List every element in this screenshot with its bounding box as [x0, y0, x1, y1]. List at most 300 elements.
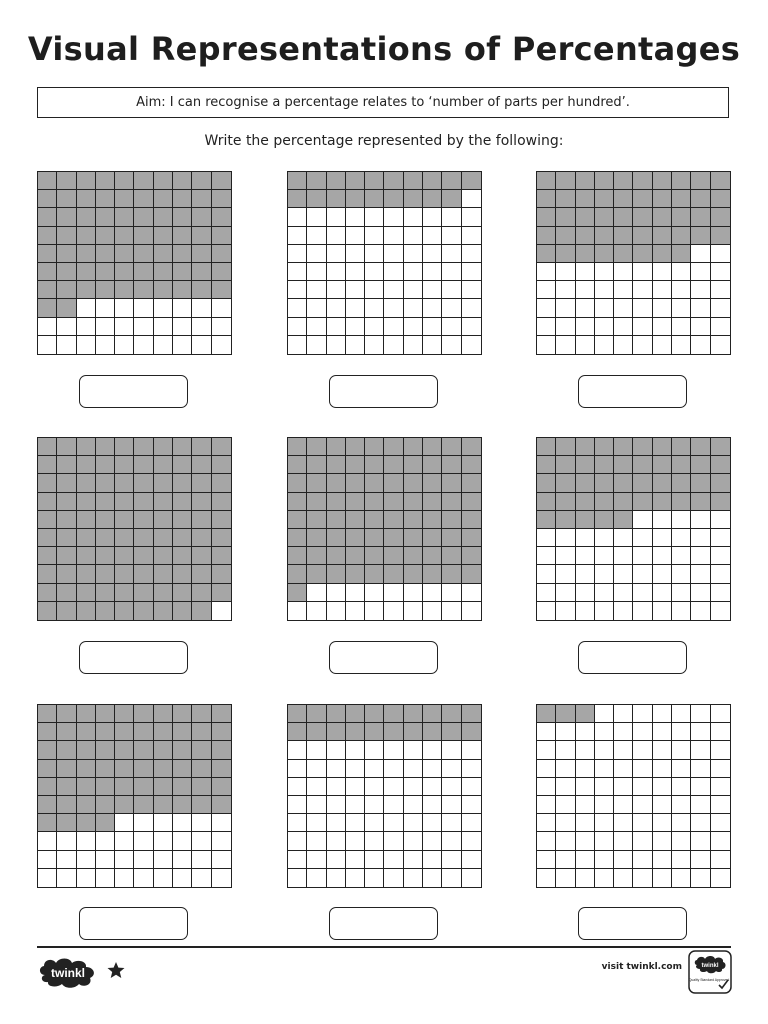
grid-cell-shaded: [57, 584, 76, 602]
grid-cell: [442, 602, 461, 620]
grid-cell: [691, 245, 710, 263]
grid-cell: [134, 336, 153, 354]
grid-cell: [288, 814, 307, 832]
grid-cell: [595, 602, 614, 620]
grid-cell-shaded: [365, 493, 384, 511]
grid-cell-shaded: [365, 172, 384, 190]
grid-cell-shaded: [288, 190, 307, 208]
grid-cell-shaded: [384, 493, 403, 511]
grid-cell-shaded: [691, 474, 710, 492]
grid-cell: [327, 869, 346, 887]
grid-cell-shaded: [57, 529, 76, 547]
grid-cell: [691, 723, 710, 741]
grid-cell-shaded: [365, 511, 384, 529]
visit-link[interactable]: visit twinkl.com: [601, 962, 682, 972]
grid-cell-shaded: [154, 760, 173, 778]
grid-cell: [384, 741, 403, 759]
grid-cell: [307, 602, 326, 620]
grid-cell-shaded: [404, 493, 423, 511]
grid-cell-shaded: [614, 172, 633, 190]
grid-cell: [442, 263, 461, 281]
grid-cell-shaded: [96, 723, 115, 741]
grid-cell-shaded: [173, 778, 192, 796]
grid-cell: [633, 705, 652, 723]
grid-cell: [38, 336, 57, 354]
grid-cell: [423, 602, 442, 620]
grid-cell-shaded: [192, 474, 211, 492]
grid-cell-shaded: [633, 456, 652, 474]
grid-cell-shaded: [173, 281, 192, 299]
grid-cell-shaded: [77, 281, 96, 299]
grid-cell: [404, 318, 423, 336]
grid-cell: [307, 796, 326, 814]
grid-cell-shaded: [576, 705, 595, 723]
grid-cell-shaded: [57, 602, 76, 620]
grid-cell-shaded: [384, 511, 403, 529]
grid-cell: [307, 318, 326, 336]
grid-cell: [288, 796, 307, 814]
answer-box-7[interactable]: [79, 907, 188, 940]
grid-cell: [115, 832, 134, 850]
grid-cell-shaded: [134, 245, 153, 263]
logo-text: twinkl: [50, 966, 86, 980]
grid-cell-shaded: [423, 438, 442, 456]
grid-cell: [537, 565, 556, 583]
grid-cell: [653, 511, 672, 529]
grid-cell: [537, 869, 556, 887]
answer-box-4[interactable]: [79, 641, 188, 674]
grid-cell: [57, 318, 76, 336]
grid-cell-shaded: [173, 245, 192, 263]
grid-cell: [653, 565, 672, 583]
grid-cell: [556, 851, 575, 869]
grid-cell: [327, 299, 346, 317]
grid-cell-shaded: [134, 723, 153, 741]
grid-cell-shaded: [57, 438, 76, 456]
grid-cell-shaded: [96, 172, 115, 190]
grid-cell-shaded: [134, 584, 153, 602]
grid-cell-shaded: [346, 172, 365, 190]
grid-cell: [384, 263, 403, 281]
grid-cell-shaded: [134, 778, 153, 796]
grid-cell: [672, 547, 691, 565]
grid-cell-shaded: [192, 511, 211, 529]
grid-cell-shaded: [307, 723, 326, 741]
grid-cell-shaded: [711, 190, 730, 208]
grid-cell-shaded: [462, 474, 481, 492]
grid-cell-shaded: [614, 190, 633, 208]
grid-cell-shaded: [96, 584, 115, 602]
grid-cell-shaded: [672, 208, 691, 226]
grid-cell-shaded: [423, 456, 442, 474]
grid-cell: [307, 263, 326, 281]
grid-cell-shaded: [77, 245, 96, 263]
grid-cell-shaded: [595, 474, 614, 492]
grid-cell: [423, 318, 442, 336]
grid-cell-shaded: [442, 705, 461, 723]
grid-cell-shaded: [307, 565, 326, 583]
grid-cell-shaded: [115, 547, 134, 565]
grid-cell: [154, 318, 173, 336]
grid-cell-shaded: [576, 190, 595, 208]
grid-cell: [327, 281, 346, 299]
grid-cell: [423, 227, 442, 245]
hundred-grid-9: [536, 704, 731, 888]
grid-cell-shaded: [115, 511, 134, 529]
grid-cell: [556, 263, 575, 281]
grid-cell-shaded: [154, 438, 173, 456]
grid-cell: [595, 529, 614, 547]
grid-cell-shaded: [154, 602, 173, 620]
grid-cell: [691, 869, 710, 887]
grid-cell-shaded: [595, 190, 614, 208]
grid-cell-shaded: [212, 456, 231, 474]
grid-cell: [633, 336, 652, 354]
grid-cell-shaded: [57, 565, 76, 583]
grid-cell-shaded: [653, 493, 672, 511]
grid-cell-shaded: [38, 547, 57, 565]
twinkl-logo[interactable]: [37, 955, 99, 989]
grid-cell: [346, 778, 365, 796]
grid-cell-shaded: [38, 456, 57, 474]
grid-cell: [346, 760, 365, 778]
grid-cell: [365, 832, 384, 850]
grid-cell: [711, 796, 730, 814]
grid-cell: [404, 208, 423, 226]
grid-cell-shaded: [462, 547, 481, 565]
grid-cell: [327, 584, 346, 602]
grid-cell: [442, 281, 461, 299]
grid-cell: [691, 778, 710, 796]
grid-cell-shaded: [134, 172, 153, 190]
grid-cell-shaded: [115, 602, 134, 620]
grid-cell-shaded: [691, 438, 710, 456]
grid-cell-shaded: [192, 760, 211, 778]
grid-cell: [556, 741, 575, 759]
grid-cell: [365, 336, 384, 354]
grid-cell-shaded: [711, 456, 730, 474]
grid-cell-shaded: [307, 172, 326, 190]
grid-cell-shaded: [633, 190, 652, 208]
grid-cell-shaded: [57, 190, 76, 208]
grid-cell: [365, 760, 384, 778]
grid-cell: [38, 869, 57, 887]
grid-cell: [711, 869, 730, 887]
grid-cell: [404, 832, 423, 850]
grid-cell: [653, 814, 672, 832]
grid-cell: [711, 318, 730, 336]
grid-cell: [556, 796, 575, 814]
aim-box: [37, 87, 729, 118]
grid-cell: [346, 832, 365, 850]
grid-cell: [288, 602, 307, 620]
grid-cell: [653, 760, 672, 778]
grid-cell-shaded: [691, 456, 710, 474]
grid-cell: [442, 584, 461, 602]
answer-box-9[interactable]: [578, 907, 687, 940]
grid-cell-shaded: [556, 172, 575, 190]
grid-cell-shaded: [576, 474, 595, 492]
grid-cell-shaded: [691, 208, 710, 226]
grid-cell: [595, 832, 614, 850]
grid-cell: [576, 584, 595, 602]
grid-cell-shaded: [711, 474, 730, 492]
grid-cell: [691, 299, 710, 317]
grid-cell: [212, 336, 231, 354]
grid-cell: [462, 741, 481, 759]
grid-cell: [595, 760, 614, 778]
grid-cell-shaded: [77, 796, 96, 814]
grid-cell: [595, 869, 614, 887]
grid-cell-shaded: [173, 547, 192, 565]
grid-cell-shaded: [192, 245, 211, 263]
grid-cell-shaded: [653, 172, 672, 190]
grid-cell-shaded: [38, 299, 57, 317]
grid-cell: [633, 832, 652, 850]
grid-cell: [423, 796, 442, 814]
grid-cell-shaded: [462, 705, 481, 723]
grid-cell: [442, 832, 461, 850]
grid-cell-shaded: [365, 705, 384, 723]
grid-cell-shaded: [537, 208, 556, 226]
grid-cell-shaded: [173, 529, 192, 547]
answer-box-2[interactable]: [329, 375, 438, 408]
grid-cell: [384, 584, 403, 602]
grid-cell: [653, 705, 672, 723]
grid-cell-shaded: [537, 172, 556, 190]
grid-cell-shaded: [38, 172, 57, 190]
grid-cell: [154, 814, 173, 832]
grid-cell: [711, 705, 730, 723]
answer-box-1[interactable]: [79, 375, 188, 408]
grid-cell: [672, 851, 691, 869]
grid-cell-shaded: [96, 547, 115, 565]
grid-cell: [462, 851, 481, 869]
grid-cell: [556, 869, 575, 887]
grid-cell: [653, 318, 672, 336]
grid-cell: [556, 299, 575, 317]
grid-cell-shaded: [154, 778, 173, 796]
grid-cell: [57, 832, 76, 850]
grid-cell: [711, 741, 730, 759]
grid-cell-shaded: [442, 493, 461, 511]
grid-cell-shaded: [77, 511, 96, 529]
grid-cell: [384, 227, 403, 245]
grid-cell-shaded: [327, 723, 346, 741]
grid-cell: [365, 245, 384, 263]
grid-cell-shaded: [192, 172, 211, 190]
grid-cell: [346, 208, 365, 226]
grid-cell: [115, 869, 134, 887]
grid-cell: [711, 584, 730, 602]
grid-cell: [711, 281, 730, 299]
grid-cell-shaded: [115, 529, 134, 547]
grid-cell: [595, 281, 614, 299]
grid-cell-shaded: [212, 778, 231, 796]
grid-cell: [691, 602, 710, 620]
grid-cell: [96, 336, 115, 354]
grid-cell-shaded: [192, 547, 211, 565]
grid-cell: [653, 299, 672, 317]
grid-cell: [288, 869, 307, 887]
grid-cell: [423, 760, 442, 778]
grid-cell: [691, 705, 710, 723]
grid-cell: [327, 778, 346, 796]
grid-cell: [307, 851, 326, 869]
grid-cell-shaded: [404, 438, 423, 456]
grid-cell: [442, 336, 461, 354]
grid-cell: [423, 208, 442, 226]
grid-cell-shaded: [653, 245, 672, 263]
grid-cell: [462, 245, 481, 263]
grid-cell: [711, 851, 730, 869]
grid-cell: [537, 336, 556, 354]
grid-cell-shaded: [96, 281, 115, 299]
grid-cell: [288, 741, 307, 759]
grid-cell: [307, 832, 326, 850]
grid-cell-shaded: [115, 584, 134, 602]
grid-cell: [633, 299, 652, 317]
grid-cell: [442, 814, 461, 832]
grid-cell-shaded: [576, 511, 595, 529]
grid-cell: [537, 851, 556, 869]
grid-cell: [576, 547, 595, 565]
grid-cell-shaded: [307, 456, 326, 474]
grid-cell: [691, 851, 710, 869]
grid-cell-shaded: [38, 723, 57, 741]
grid-cell: [556, 318, 575, 336]
grid-cell-shaded: [96, 493, 115, 511]
hundred-grid-6: [536, 437, 731, 621]
grid-cell-shaded: [154, 565, 173, 583]
answer-box-5[interactable]: [329, 641, 438, 674]
grid-cell-shaded: [115, 190, 134, 208]
grid-cell-shaded: [404, 529, 423, 547]
answer-box-3[interactable]: [578, 375, 687, 408]
grid-cell-shaded: [154, 547, 173, 565]
grid-cell: [614, 832, 633, 850]
grid-cell: [556, 778, 575, 796]
grid-cell-shaded: [77, 741, 96, 759]
grid-cell: [327, 814, 346, 832]
grid-cell: [556, 529, 575, 547]
grid-cell: [576, 299, 595, 317]
grid-cell-shaded: [38, 705, 57, 723]
grid-cell-shaded: [633, 227, 652, 245]
grid-cell-shaded: [173, 796, 192, 814]
grid-cell-shaded: [115, 456, 134, 474]
grid-cell-shaded: [96, 602, 115, 620]
grid-cell-shaded: [384, 438, 403, 456]
grid-cell-shaded: [192, 705, 211, 723]
grid-cell-shaded: [384, 474, 403, 492]
grid-cell: [462, 336, 481, 354]
grid-cell-shaded: [711, 438, 730, 456]
grid-cell: [384, 869, 403, 887]
grid-cell: [711, 602, 730, 620]
grid-cell: [614, 705, 633, 723]
grid-cell: [192, 869, 211, 887]
grid-cell: [653, 869, 672, 887]
grid-cell: [307, 208, 326, 226]
grid-cell: [384, 760, 403, 778]
grid-cell: [404, 851, 423, 869]
answer-box-8[interactable]: [329, 907, 438, 940]
grid-cell-shaded: [404, 723, 423, 741]
grid-cell: [672, 723, 691, 741]
grid-cell-shaded: [556, 511, 575, 529]
grid-cell: [633, 318, 652, 336]
grid-cell: [384, 832, 403, 850]
grid-cell: [404, 299, 423, 317]
grid-cell: [614, 741, 633, 759]
grid-cell: [576, 760, 595, 778]
grid-cell-shaded: [57, 474, 76, 492]
grid-cell: [691, 741, 710, 759]
grid-cell-shaded: [307, 493, 326, 511]
grid-cell: [346, 851, 365, 869]
grid-cell-shaded: [365, 190, 384, 208]
grid-cell: [556, 760, 575, 778]
instruction-text: Write the percentage represented by the following:: [204, 133, 564, 149]
grid-cell: [614, 602, 633, 620]
grid-cell-shaded: [134, 456, 153, 474]
grid-cell: [537, 723, 556, 741]
grid-cell: [653, 263, 672, 281]
grid-cell: [462, 263, 481, 281]
grid-cell: [134, 869, 153, 887]
grid-cell: [556, 565, 575, 583]
grid-cell-shaded: [288, 474, 307, 492]
grid-cell: [691, 832, 710, 850]
grid-cell-shaded: [462, 456, 481, 474]
grid-cell-shaded: [96, 227, 115, 245]
grid-cell: [691, 263, 710, 281]
grid-cell-shaded: [134, 796, 153, 814]
grid-cell-shaded: [576, 438, 595, 456]
grid-cell-shaded: [537, 705, 556, 723]
answer-box-6[interactable]: [578, 641, 687, 674]
grid-cell: [462, 299, 481, 317]
grid-cell: [288, 336, 307, 354]
grid-cell-shaded: [653, 474, 672, 492]
grid-cell: [346, 336, 365, 354]
grid-cell-shaded: [96, 796, 115, 814]
grid-cell: [346, 227, 365, 245]
grid-cell-shaded: [462, 493, 481, 511]
grid-cell: [633, 281, 652, 299]
grid-cell: [288, 281, 307, 299]
grid-cell-shaded: [442, 172, 461, 190]
grid-cell-shaded: [423, 705, 442, 723]
grid-cell: [614, 565, 633, 583]
grid-cell: [691, 584, 710, 602]
grid-cell: [192, 814, 211, 832]
grid-cell: [556, 602, 575, 620]
grid-cell: [154, 299, 173, 317]
grid-cell-shaded: [57, 705, 76, 723]
grid-cell-shaded: [77, 190, 96, 208]
grid-cell-shaded: [653, 190, 672, 208]
grid-cell-shaded: [384, 190, 403, 208]
grid-cell-shaded: [288, 547, 307, 565]
grid-cell: [346, 281, 365, 299]
grid-cell: [711, 565, 730, 583]
grid-cell-shaded: [173, 760, 192, 778]
grid-cell: [307, 245, 326, 263]
grid-cell: [288, 208, 307, 226]
grid-cell-shaded: [115, 778, 134, 796]
